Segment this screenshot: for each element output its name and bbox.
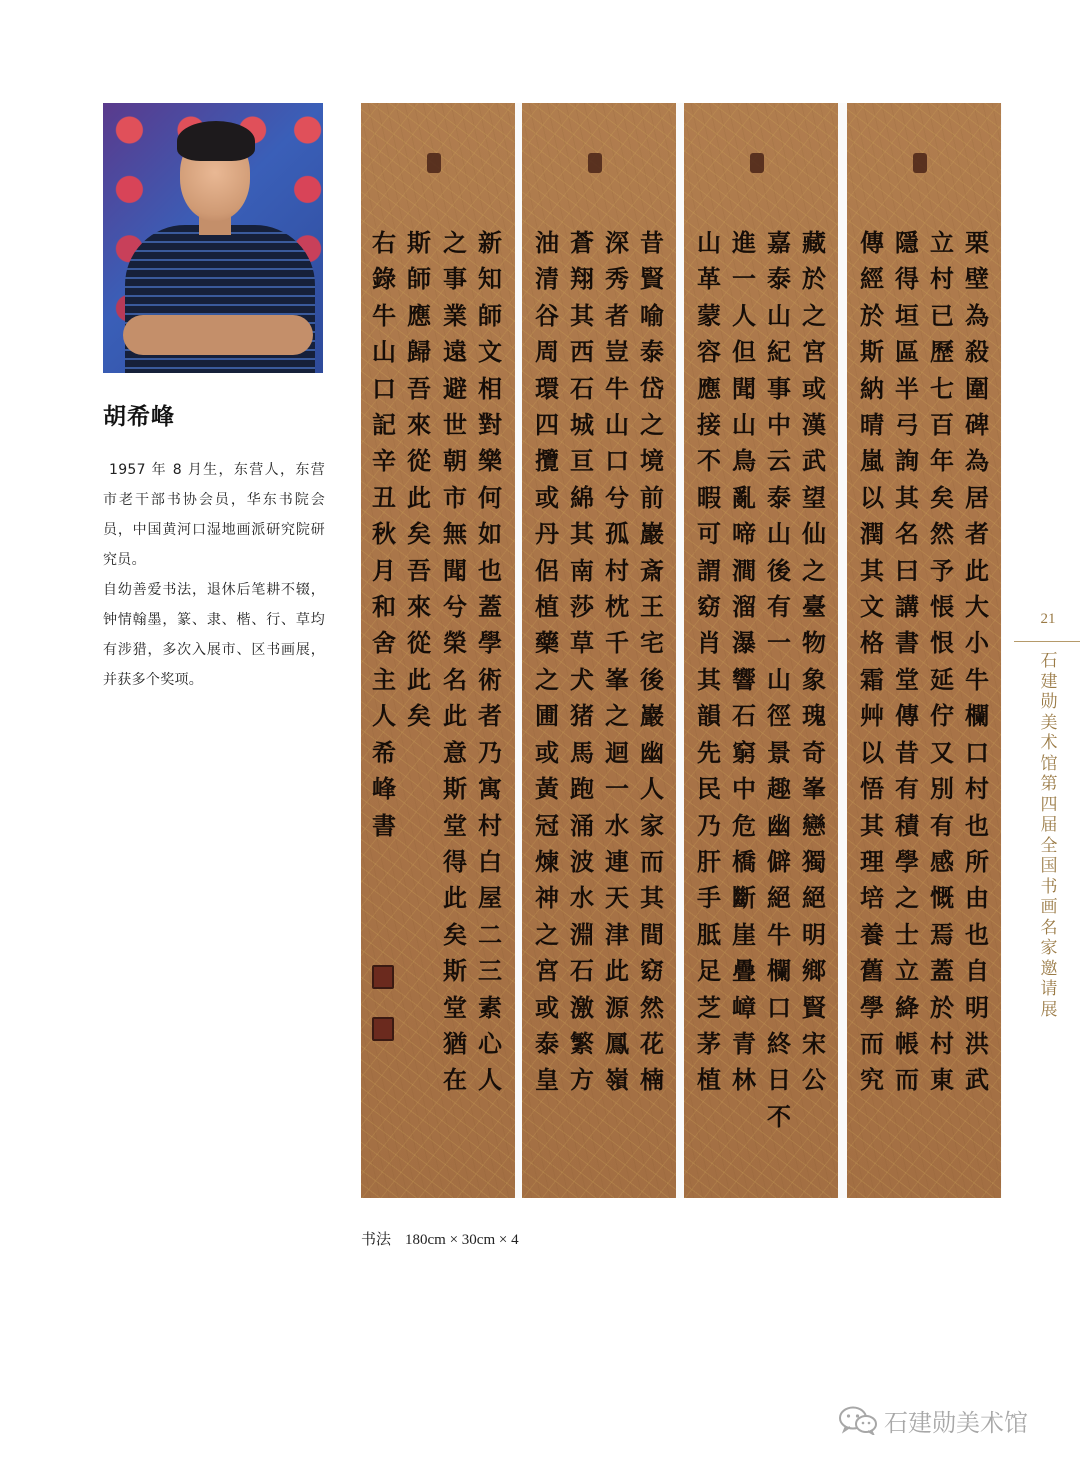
bio-paragraph: 自幼善爱书法，退休后笔耕不辍，钟情翰墨，篆、隶、楷、行、草均有涉猎，多次入展市、区书画展，并获多个奖项。: [103, 582, 325, 688]
artist-hair: [177, 121, 255, 161]
bio-paragraph: 1957 年 8 月生，东营人，东营市老干部书协会员，华东书院会员，中国黄河口湿地画派研究院研究员。: [103, 462, 325, 568]
caption-label: 书法: [361, 1232, 392, 1248]
artist-photo: [103, 103, 323, 373]
calligraphy-column: 隱得垣區半弓詢其名曰講書堂傳昔有積學之士立絳帳而: [895, 228, 919, 1095]
calligraphy-panel-3: [684, 103, 838, 1198]
calligraphy-column: 栗壁為殺圍碑為居者此大小牛欄口村也所由也自明洪武: [965, 228, 989, 1095]
artist-name: 胡希峰: [103, 404, 175, 430]
calligraphy-column: 之事業遠避世朝市無聞兮榮名此意斯堂得此矣斯堂猶在: [443, 228, 467, 1095]
calligraphy-column: 藏於之宮或漢武望仙之臺物象瑰奇峯戀獨絕明鄉賢宋公: [802, 228, 826, 1095]
watermark: [838, 1404, 1028, 1436]
panel-seal: [750, 153, 764, 173]
panel-seal: [427, 153, 441, 173]
calligraphy-panel-4: [847, 103, 1001, 1198]
calligraphy-column: 斯師應歸吾來從此矣吾來從此矣: [407, 228, 431, 731]
page-divider: [1014, 641, 1080, 642]
artist-bio: [103, 455, 325, 695]
calligraphy-column: 油清谷周環四攬或丹侶植藥之圃或黃冠煉神之宮或泰皇: [535, 228, 559, 1095]
artist-crossed-arms: [123, 315, 313, 355]
calligraphy-panel-2: [522, 103, 676, 1198]
caption-dimensions: 180cm × 30cm × 4: [405, 1232, 519, 1248]
calligraphy-column: 山革蒙容應接不暇可謂窈肖其韻先民乃肝手胝足芝茅植: [697, 228, 721, 1095]
calligraphy-column: 蒼翔其西石城亘綿其南莎草犬猪馬跑涌波水淵石激繁方: [570, 228, 594, 1095]
calligraphy-column: 傳經於斯納晴嵐以潤其文格霜艸以悟其理培養舊學而究: [860, 228, 884, 1095]
panel-seal: [913, 153, 927, 173]
calligraphy-panel-1: [361, 103, 515, 1198]
calligraphy-column: 昔賢喻泰岱之境前巖斎王宅後巖幽人家而其間窈然花楠: [640, 228, 664, 1095]
calligraphy-artwork: [361, 103, 1002, 1198]
signature-seal: [372, 1017, 394, 1041]
calligraphy-column: 進一人但聞山鳥亂啼澗溜瀑響石窮中危橋斷崖疊嶂青林: [732, 228, 756, 1095]
wechat-icon: [838, 1405, 878, 1435]
calligraphy-column: 深秀者豈牛山口兮孤村枕千峯之迴一水連天津此源鳳嶺: [605, 228, 629, 1095]
calligraphy-column: 新知師文相對樂何如也蓋學術者乃寓村白屋二三素心人: [478, 228, 502, 1095]
calligraphy-column: 嘉泰山紀事中云泰山後有一山徑景趣幽僻絕牛欄口終日不: [767, 228, 791, 1131]
signature-seal: [372, 965, 394, 989]
artwork-caption: [361, 1228, 519, 1249]
exhibition-title: 石建勋美术馆第四届全国书画名家邀请展: [1040, 651, 1058, 1020]
page-number: 21: [1040, 611, 1056, 627]
panel-seal: [588, 153, 602, 173]
calligraphy-column: 右錄牛山口記辛丑秋月和舍主人希峰書: [372, 228, 396, 840]
calligraphy-column: 立村已歷七百年矣然予悵恨延佇又別有感慨焉蓋於村東: [930, 228, 954, 1095]
watermark-text: 石建勋美术馆: [884, 1408, 1028, 1437]
